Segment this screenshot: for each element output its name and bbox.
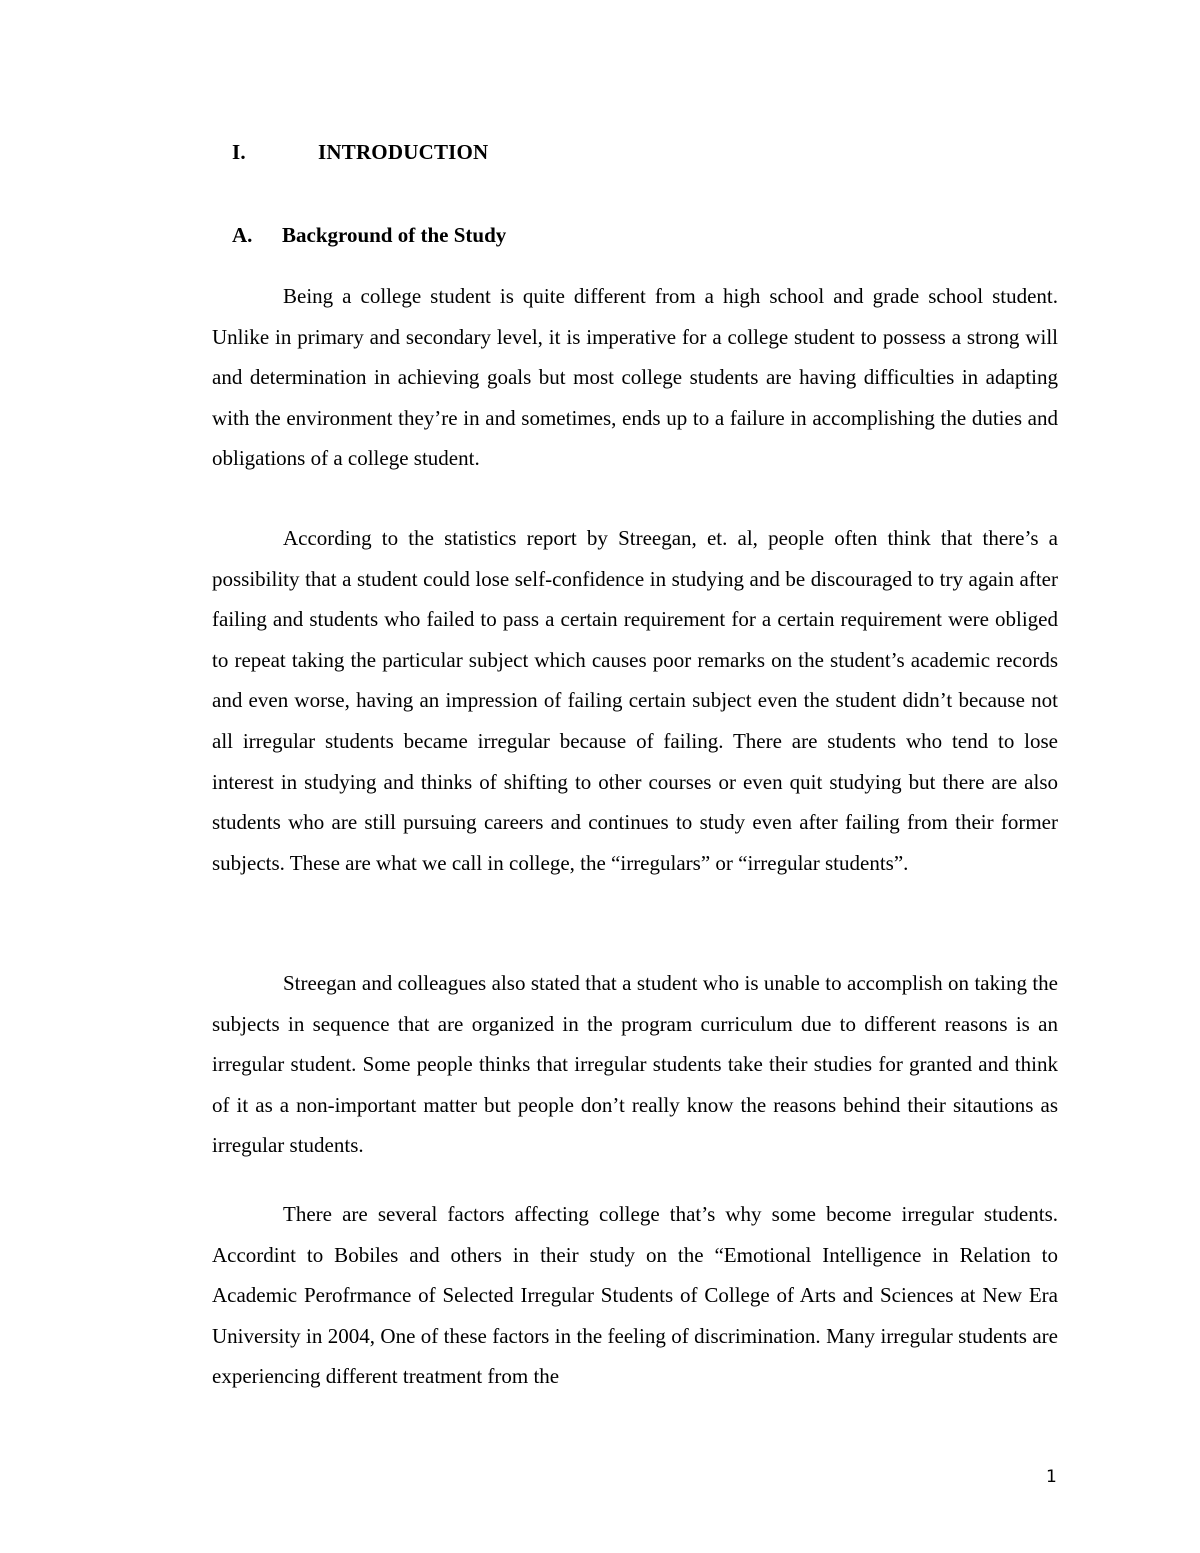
subsection-heading [232, 223, 506, 248]
body-paragraph: According to the statistics report by Streegan, et. al, people often think that there’s a possibility that a student could lose self-confidence in studying and be discouraged to try again after failing and students who failed to pass a certain requirement for a certain requirement were obliged to repeat taking the particular subject which causes poor remarks on the student’s academic records and even worse, having an impression of failing certain subject even the student didn’t because not all irregular students became irregular because of failing. There are students who tend to lose interest in studying and thinks of shifting to other courses or even quit studying but there are also students who are still pursuing careers and continues to study even after failing from their former subjects. These are what we call in college, the “irregulars” or “irregular students”. [212, 526, 1058, 875]
body-paragraph: There are several factors affecting college that’s why some become irregular students. Accordint to Bobiles and others in their study on the “Emotional Intelligence in Relation to Academic Perofrmance of Selected Irregular Students of College of Arts and Sciences at New Era University in 2004, One of these factors in the feeling of discrimination. Many irregular students are experiencing different treatment from the [212, 1202, 1058, 1389]
body-paragraph: Streegan and colleagues also stated that a student who is unable to accomplish on taking the subjects in sequence that are organized in the program curriculum due to different reasons is an irregular student. Some people thinks that irregular students take their studies for granted and think of it as a non-important matter but people don’t really know the reasons behind their sitautions as irregular students. [212, 971, 1058, 1158]
section-number: I. [232, 140, 246, 164]
section-title: INTRODUCTION [318, 140, 489, 164]
subsection-letter: A. [232, 223, 253, 247]
subsection-title: Background of the Study [282, 223, 507, 247]
section-heading [232, 140, 488, 165]
page-number: 1 [1046, 1467, 1057, 1487]
body-paragraph: Being a college student is quite different from a high school and grade school student. Unlike in primary and secondary level, it is imperative for a college student to possess a strong will and determination in achieving goals but most college students are having difficulties in adapting with the environment they’re in and sometimes, ends up to a failure in accomplishing the duties and obligations of a college student. [212, 284, 1058, 471]
